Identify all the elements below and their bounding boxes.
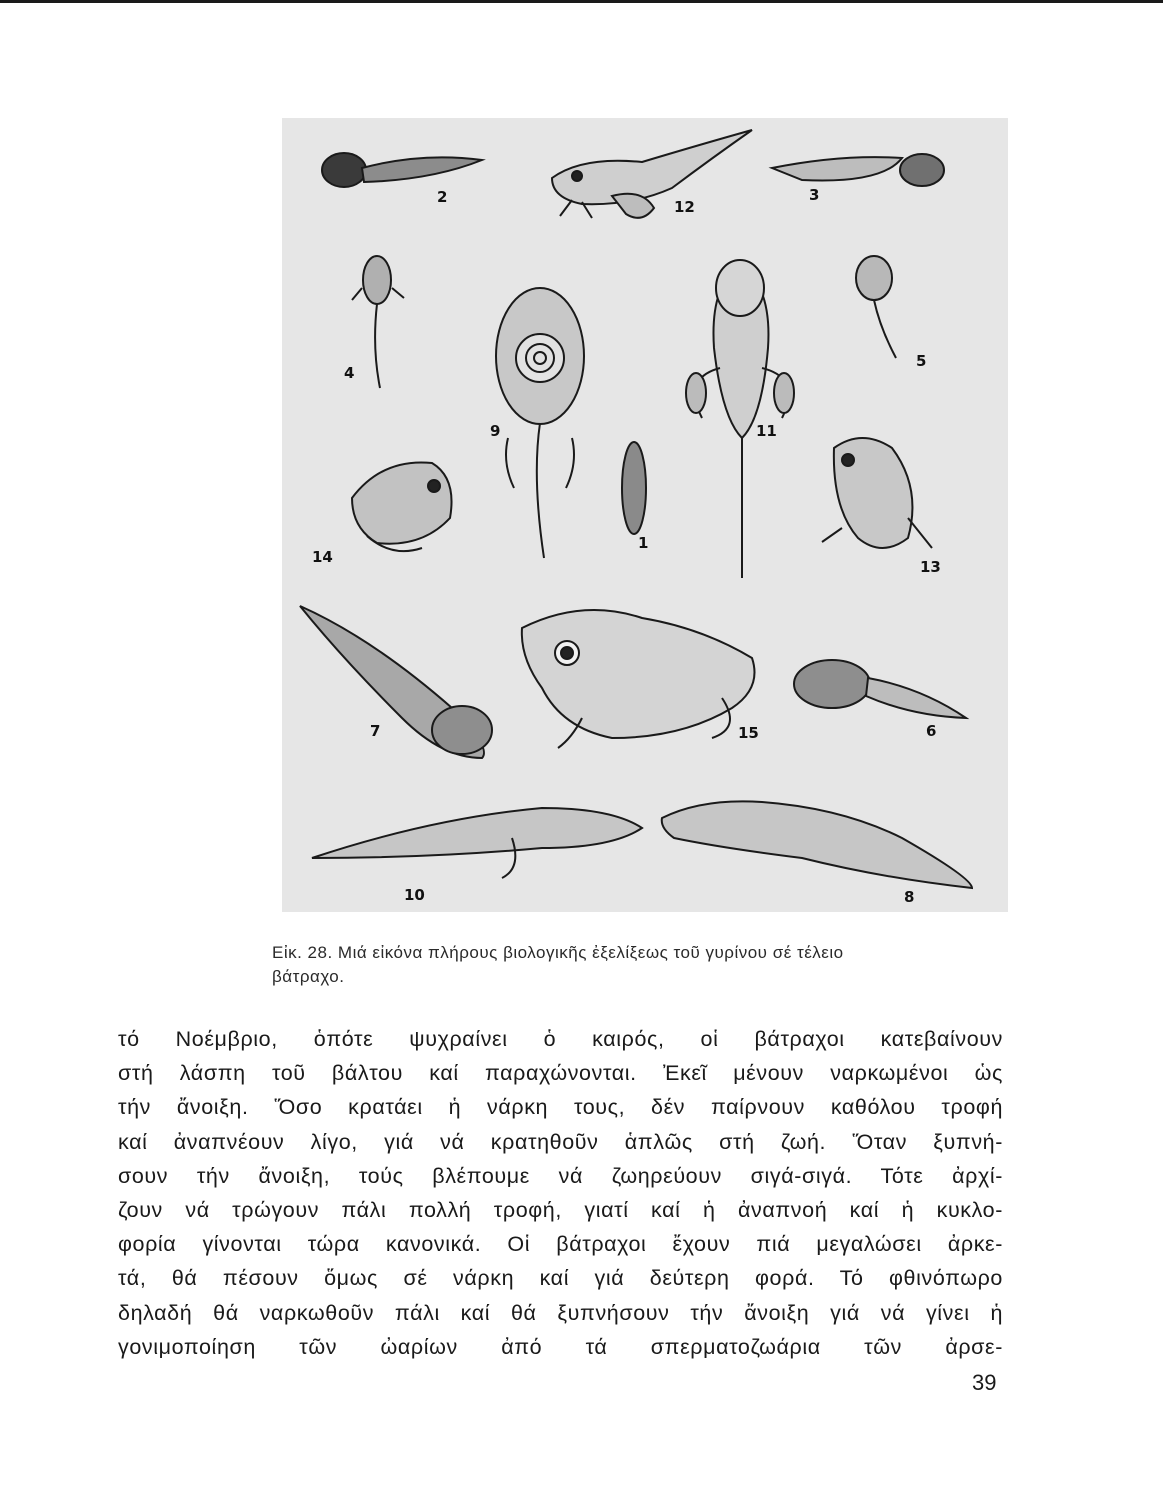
stage-label-1: 1: [638, 534, 649, 552]
body-line-4: καί ἀναπνέουν λίγο, γιά νά κρατηθοῦν ἁπλῶς στή ζωή. Ὅταν ξυπνή-: [118, 1129, 1003, 1154]
body-paragraph: [118, 1022, 1003, 1364]
tadpole-development-figure: [282, 118, 1008, 912]
body-line-10: γονιμοποίηση τῶν ὠαρίων ἀπό τά σπερματοζωάρια τῶν ἀρσε-: [118, 1334, 1003, 1359]
stage-label-4: 4: [344, 364, 355, 382]
stage-label-12: 12: [674, 198, 695, 216]
caption-line-2: βάτραχο.: [272, 967, 345, 986]
stage-label-7: 7: [370, 722, 381, 740]
stage-11-tadpole: [686, 260, 794, 578]
stage-4-tadpole: [352, 256, 404, 388]
stage-1-embryo: [622, 442, 646, 534]
body-line-2: στή λάσπη τοῦ βάλτου καί παραχώνονται. Ἐκεῖ μένουν ναρκωμένοι ὡς: [118, 1061, 1003, 1086]
stage-5-tadpole: [856, 256, 896, 358]
stage-label-5: 5: [916, 352, 927, 370]
stage-label-2: 2: [437, 188, 448, 206]
top-border: [0, 0, 1163, 3]
body-line-6: ζουν νά τρώγουν πάλι πολλή τροφή, γιατί καί ἡ ἀναπνοή καί ἡ κυκλο-: [118, 1198, 1003, 1223]
stage-6-tadpole: [794, 660, 966, 718]
stage-10-tadpole: [312, 808, 642, 878]
stage-15-adult-frog: [522, 610, 755, 748]
stage-label-9: 9: [490, 422, 501, 440]
stage-13-froglet: [822, 438, 932, 548]
figure-illustrations: [282, 118, 1008, 912]
stage-7-tadpole: [300, 606, 492, 758]
body-line-7: φορία γίνονται τώρα κανονικά. Οἱ βάτραχοι ἔχουν πιά μεγαλώσει ἀρκε-: [118, 1232, 1003, 1257]
body-line-9: δηλαδή θά ναρκωθοῦν πάλι καί θά ξυπνήσουν τήν ἄνοιξη γιά νά γίνει ἡ: [118, 1300, 1003, 1325]
stage-label-6: 6: [926, 722, 937, 740]
stage-14-frog: [352, 462, 452, 551]
stage-8-tadpole: [662, 801, 972, 888]
body-line-3: τήν ἄνοιξη. Ὅσο κρατάει ἡ νάρκη τους, δέν παίρνουν καθόλου τροφή: [118, 1095, 1003, 1120]
stage-label-15: 15: [738, 724, 759, 742]
stage-3-tadpole: [772, 154, 944, 186]
stage-label-11: 11: [756, 422, 777, 440]
figure-caption: [272, 941, 1012, 989]
stage-label-14: 14: [312, 548, 333, 566]
stage-label-10: 10: [404, 886, 425, 904]
caption-line-1: Εἰκ. 28. Μιά εἰκόνα πλήρους βιολογικῆς ἐξελίξεως τοῦ γυρίνου σέ τέλειο: [272, 943, 844, 962]
body-line-1: τό Νοέμβριο, ὁπότε ψυχραίνει ὁ καιρός, οἱ βάτραχοι κατεβαίνουν: [118, 1027, 1003, 1051]
stage-12-froglet: [552, 130, 752, 218]
stage-9-tadpole: [496, 288, 584, 558]
body-line-8: τά, θά πέσουν ὅμως σέ νάρκη καί γιά δεύτερη φορά. Τό φθινόπωρο: [118, 1266, 1003, 1291]
page-number: 39: [972, 1370, 997, 1395]
stage-label-13: 13: [920, 558, 941, 576]
body-line-5: σουν τήν ἄνοιξη, τούς βλέπουμε νά ζωηρεύουν σιγά-σιγά. Τότε ἀρχί-: [118, 1163, 1003, 1188]
stage-2-tadpole: [322, 153, 482, 187]
stage-label-8: 8: [904, 888, 915, 906]
stage-label-3: 3: [809, 186, 820, 204]
